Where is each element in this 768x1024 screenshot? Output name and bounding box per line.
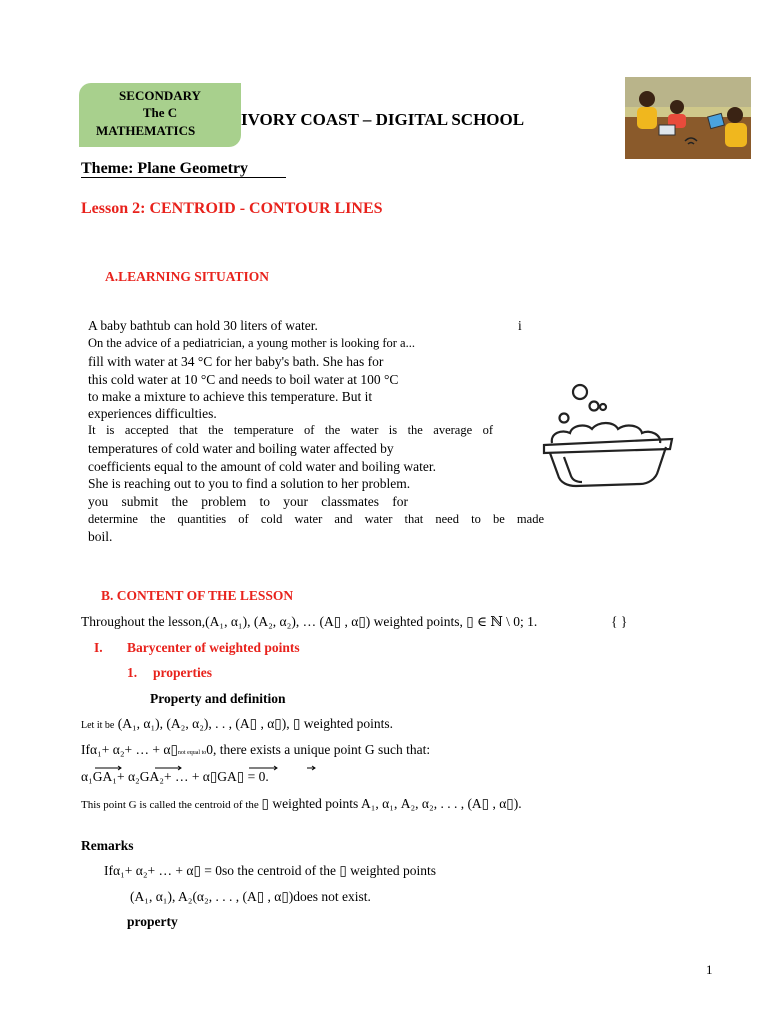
- remark-sum: α₁+ α₂+ … + α▯ = 0: [113, 863, 223, 878]
- situation-line-12: determine the quantities of cold water and water that need to be made: [88, 512, 544, 526]
- situation-line-6: experiences difficulties.: [88, 406, 217, 421]
- intro-line: [81, 614, 537, 630]
- bathtub-with-bubbles-icon: [540, 383, 674, 488]
- intro-condition: ▯ ∈ ℕ \ 0; 1.: [466, 614, 538, 629]
- badge-line-2: The C: [142, 105, 178, 120]
- heading-i-text: Barycenter of weighted points: [127, 640, 300, 655]
- if-sum: α₁+ α₂+ … + α▯: [90, 742, 178, 757]
- intro-points: (A₁, α₁), (A₂, α₂), … (A▯ , α▯): [205, 614, 371, 629]
- badge-line-1: SECONDARY: [119, 88, 201, 103]
- situation-line-1: A baby bathtub can hold 30 liters of water.: [88, 318, 318, 333]
- centroid-equation: α₁GA₁+ α₂GA₂+ … + α▯GA▯ = 0.: [81, 769, 269, 784]
- situation-line-2: On the advice of a pediatrician, a young mother is looking for a...: [88, 336, 415, 350]
- intro-suffix: weighted points,: [373, 614, 463, 629]
- remarks-heading: Remarks: [81, 838, 134, 853]
- situation-line-8: temperatures of cold water and boiling water affected by: [88, 441, 394, 456]
- centroid-line: [81, 796, 522, 812]
- if-line: [81, 742, 430, 758]
- situation-line-9: coefficients equal to the amount of cold water and boiling water.: [88, 459, 437, 474]
- theme-heading: Theme: Plane Geometry: [81, 160, 249, 177]
- remark-end: does not exist.: [293, 889, 371, 904]
- remark-suffix: so the centroid of the: [222, 863, 336, 878]
- property-heading: property: [127, 914, 178, 929]
- let-prefix: Let it be: [81, 720, 115, 731]
- section-a-title: A.LEARNING SITUATION: [105, 269, 270, 284]
- students-with-tablets-illustration: [625, 77, 751, 159]
- situation-line-4: this cold water at 10 °C and needs to boil water at 100 °C: [88, 372, 399, 387]
- heading-1-number: 1.: [127, 665, 138, 680]
- heading-i-number: I.: [94, 640, 103, 655]
- centroid-prefix: This point G is called the centroid of the: [81, 799, 259, 811]
- situation-line-13: boil.: [88, 529, 113, 544]
- lesson-title: Lesson 2: CENTROID - CONTOUR LINES: [81, 200, 383, 217]
- remark-if: If: [104, 863, 113, 878]
- centroid-mid: ▯ weighted points: [261, 796, 359, 811]
- vector-arrows: [81, 764, 321, 772]
- level-badge: [79, 83, 241, 147]
- badge-line-3: MATHEMATICS: [96, 123, 196, 138]
- remark-points-line: [130, 889, 371, 905]
- if-note: not equal to: [177, 750, 207, 756]
- intro-prefix: Throughout the lesson,: [81, 614, 206, 629]
- centroid-points: A₁, α₁, A₂, α₂, . . . , (A▯ , α▯).: [360, 796, 522, 811]
- situation-line-10: She is reaching out to you to find a solution to her problem.: [88, 476, 411, 491]
- if-zero: 0,: [206, 742, 217, 757]
- remark-suffix-2: ▯ weighted points: [339, 863, 437, 878]
- let-line: [81, 716, 393, 732]
- school-title: IVORY COAST – DIGITAL SCHOOL: [241, 110, 525, 129]
- let-points: (A₁, α₁), (A₂, α₂), . . , (A▯ , α▯),: [117, 716, 290, 731]
- situation-line-3: fill with water at 34 °C for her baby's bath. She has for: [88, 354, 384, 369]
- theme-underline: [81, 177, 286, 178]
- intro-braces: { }: [611, 614, 628, 629]
- stray-char: i: [518, 318, 522, 333]
- section-b-title: B. CONTENT OF THE LESSON: [101, 588, 294, 603]
- situation-line-5: to make a mixture to achieve this temperature. But it: [88, 389, 373, 404]
- remark-points: (A₁, α₁), A₂(α₂, . . . , (A▯ , α▯): [130, 889, 294, 904]
- let-suffix: ▯ weighted points.: [292, 716, 393, 731]
- page-number: 1: [706, 962, 713, 977]
- property-title: Property and definition: [150, 691, 286, 706]
- remark-line: [104, 863, 436, 879]
- situation-line-11: you submit the problem to your classmates for: [88, 494, 408, 509]
- situation-line-7: It is accepted that the temperature of the water is the average of: [88, 423, 493, 437]
- heading-1-text: properties: [153, 665, 212, 680]
- if-suffix: there exists a unique point G such that:: [219, 742, 431, 757]
- if-prefix: If: [81, 742, 90, 757]
